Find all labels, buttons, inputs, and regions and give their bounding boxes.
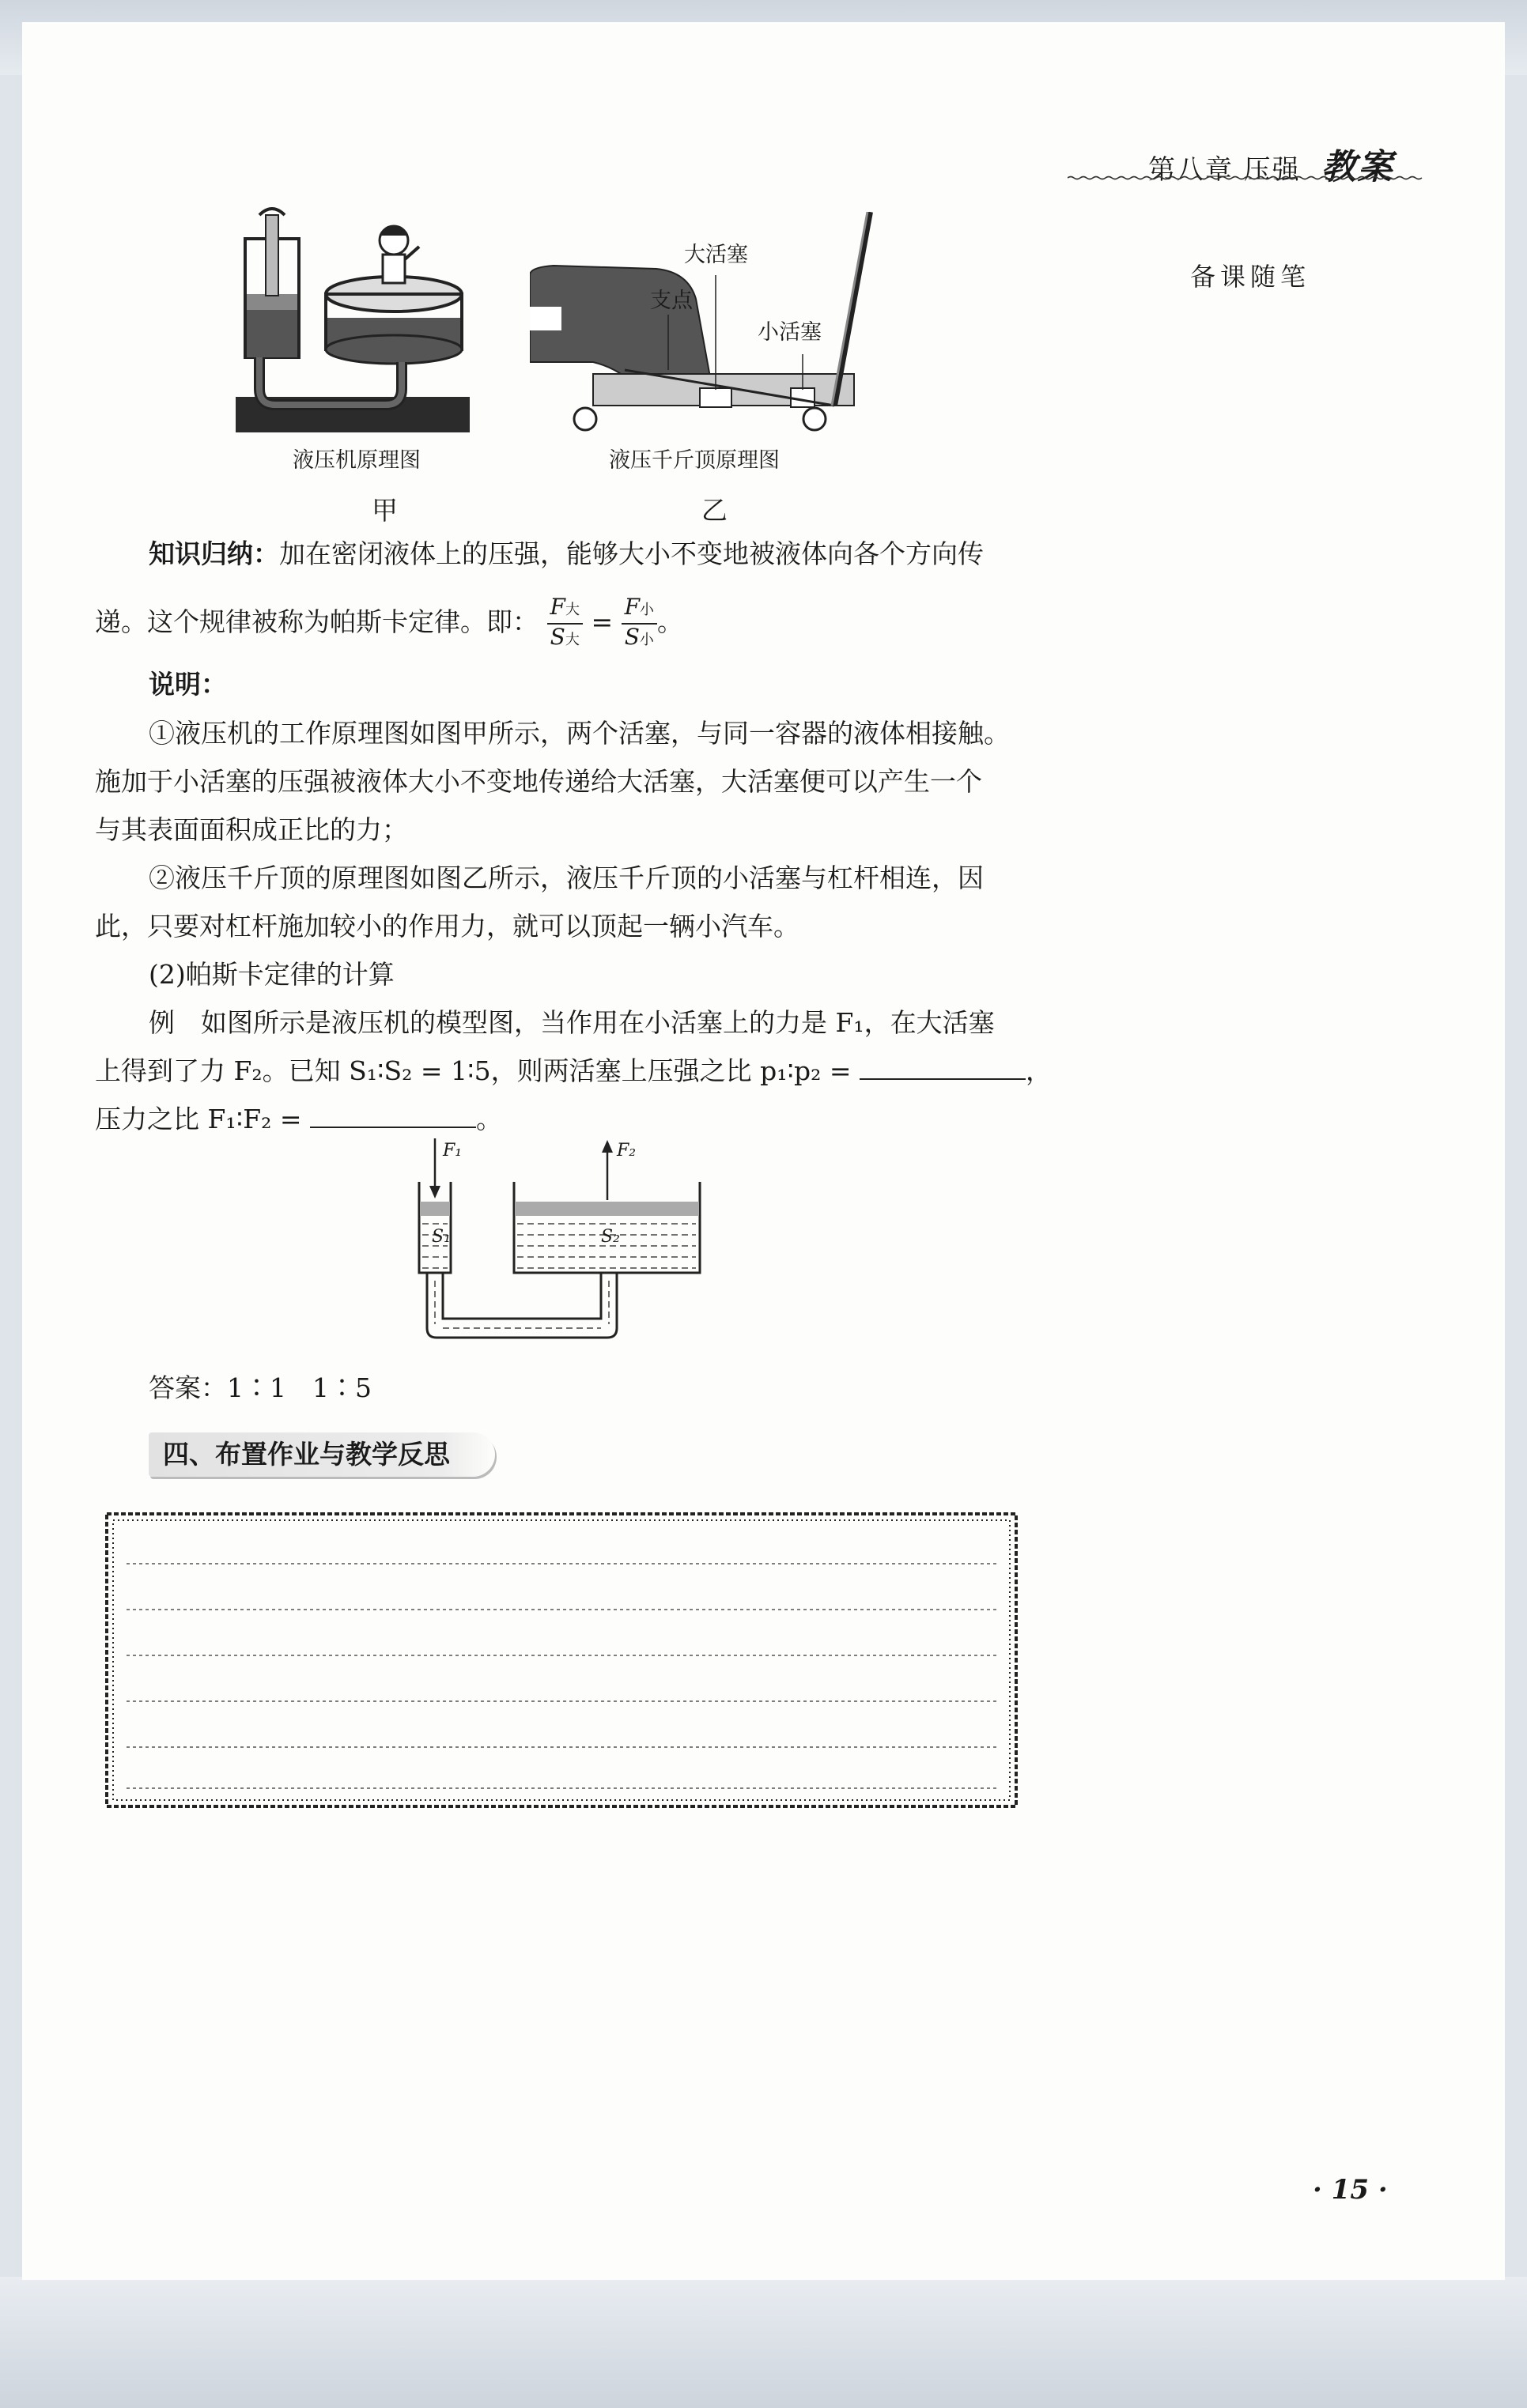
explanation-item2-line1: ②液压千斤顶的原理图如图乙所示，液压千斤顶的小活塞与杠杆相连，因 [149,862,984,893]
page-number: · 15 · [1313,2174,1388,2206]
explanation-label: 说明： [149,669,227,700]
example-line-2: 上得到了力 F₂。已知 S₁∶S₂ = 1∶5，则两活塞上压强之比 p₁∶p₂ = ， [95,1055,1053,1086]
explanation-item1-line3: 与其表面面积成正比的力； [95,814,408,845]
answer-text: 答案：1∶1 1∶5 [149,1372,372,1403]
label-jia: 甲 [372,495,398,526]
equals-sign: = [591,606,614,637]
pascal-fraction-small: $\frac{\text{F小}}{\text{S小}}$ [622,594,657,653]
explanation-item2-line2: 此，只要对杠杆施加较小的作用力，就可以顶起一辆小汽车。 [95,911,799,942]
figure-jia-caption: 液压机原理图 [293,448,421,473]
example-line-3: 压力之比 F₁∶F₂ = 。 [95,1104,502,1134]
example-line-1: 例 如图所示是液压机的模型图，当作用在小活塞上的力是 F₁，在大活塞 [149,1007,995,1038]
header-wavy-rule [1068,176,1425,180]
force-ratio-blank [310,1103,476,1128]
figure-yi-caption: 液压千斤顶原理图 [609,448,780,473]
hydraulic-model-diagram [411,1138,712,1352]
area-s1-label: S₁ [432,1227,451,1247]
summary-line-2: 递。这个规律被称为帕斯卡定律。即： $\frac{\text{F大}}{\text{S大}}$ = $\frac{\text{F小}}{\text{S小}}$ 。 [95,594,1044,653]
calc-heading: (2)帕斯卡定律的计算 [149,959,395,990]
summary-text-2: 递。这个规律被称为帕斯卡定律。即： [95,606,539,637]
area-s2-label: S₂ [601,1227,620,1247]
label-large-piston: 大活塞 [684,243,748,267]
force-f1-label: F₁ [443,1141,463,1161]
section-4-title: 四、布置作业与教学反思 [149,1432,495,1477]
label-yi: 乙 [701,495,728,526]
summary-label: 知识归纳： [149,538,279,569]
reflection-writing-box [103,1510,1020,1810]
hydraulic-press-illustration [236,207,473,432]
explanation-item1-line1: ①液压机的工作原理图如图甲所示，两个活塞，与同一容器的液体相接触。 [149,718,1010,749]
summary-text-1: 加在密闭液体上的压强，能够大小不变地被液体向各个方向传 [279,538,984,569]
brand-label: 教案 [1321,147,1394,187]
scan-background-bottom [0,2277,1527,2408]
summary-line-1 [149,530,1034,578]
pressure-ratio-blank [860,1055,1026,1080]
label-fulcrum: 支点 [650,289,693,313]
running-header [1148,138,1394,189]
force-f2-label: F₂ [617,1141,637,1161]
margin-note-heading: 备课随笔 [1190,262,1311,292]
chapter-title: 第八章 压强 [1148,154,1301,186]
pascal-fraction-large: $\frac{\text{F大}}{\text{S大}}$ [547,594,583,653]
label-small-piston: 小活塞 [758,320,822,345]
explanation-item1-line2: 施加于小活塞的压强被液体大小不变地传递给大活塞，大活塞便可以产生一个 [95,766,982,797]
